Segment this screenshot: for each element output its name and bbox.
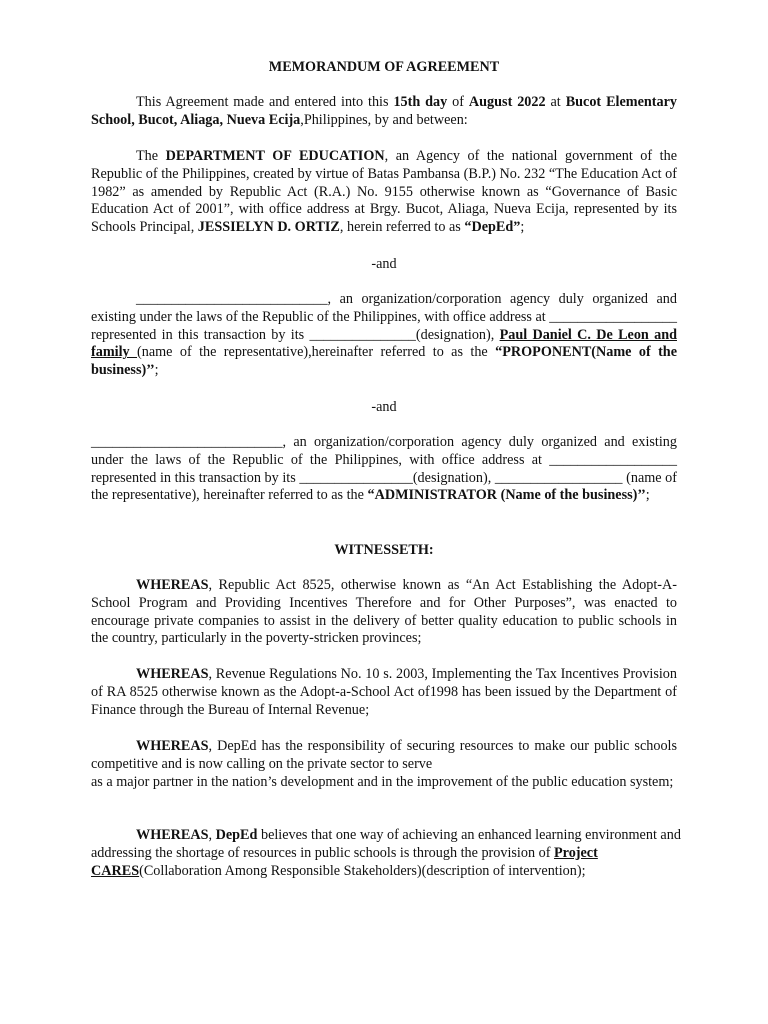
intro-text: at <box>545 94 566 110</box>
deped-text: The <box>136 148 166 164</box>
whereas-text: , DepEd has the responsibility of securing resources to make our public schools competitive and is now calling on the private sector to serve <box>91 738 677 772</box>
whereas-text: believes that one way of achieving an enhanced learning environment and addressing the shortage of resources in public schools is through the provision of <box>91 827 681 861</box>
and-separator: -and <box>371 256 397 272</box>
agreement-month-year: August 2022 <box>468 94 546 110</box>
whereas-clause-2 <box>91 666 677 719</box>
administrator-paragraph <box>91 434 677 505</box>
intro-text: ,Philippines, by and between: <box>300 111 468 128</box>
administrator-alias: “ADMINISTRATOR (Name of the business)’’ <box>367 487 646 504</box>
whereas-clause-3 <box>91 738 677 774</box>
proponent-representative: Paul Daniel C. De Leon and family <box>91 326 677 361</box>
deped-reference: DepEd <box>215 827 258 843</box>
intro-paragraph <box>91 94 677 130</box>
whereas-text: , <box>208 827 216 843</box>
whereas-keyword: WHEREAS <box>136 577 209 593</box>
deped-text: ; <box>520 219 525 236</box>
proponent-text: (name of the representative),hereinafter referred to as the <box>137 344 496 361</box>
whereas-clause-1 <box>91 577 677 648</box>
project-name: Project CARES <box>91 844 598 879</box>
whereas-text: , Revenue Regulations No. 10 s. 2003, Implementing the Tax Incentives Provision of RA 8525 otherwise known as the Adopt-a-School Act of1998 has been issued by the Department of Finance through the Bureau of Internal Revenue; <box>91 666 677 718</box>
department-name: DEPARTMENT OF EDUCATION <box>165 148 385 164</box>
proponent-alias: “PROPONENT(Name of the business)’’ <box>91 344 677 379</box>
agreement-day: 15th day <box>393 94 448 110</box>
intro-text: of <box>447 94 469 110</box>
whereas-keyword: WHEREAS <box>136 738 209 754</box>
deped-alias: “DepEd” <box>464 219 521 236</box>
principal-name: JESSIELYN D. ORTIZ <box>197 219 340 236</box>
and-separator: -and <box>371 399 397 415</box>
witnesseth-heading: WITNESSETH: <box>334 542 434 558</box>
administrator-text: ; <box>645 487 650 504</box>
deped-paragraph <box>91 148 677 237</box>
proponent-text: ___________________________, an organization/corporation agency duly organized and existing under the laws of the Republic of the Philippines, with office address at __________________ represented in this transaction by its _______________(designation), <box>91 291 677 343</box>
document-title: MEMORANDUM OF AGREEMENT <box>268 59 500 75</box>
whereas-text: , Republic Act 8525, otherwise known as “An Act Establishing the Adopt-A-School Program and Providing Incentives Therefore and for Other Purposes”, was enacted to encourage private companies to assist in the delivery of better quality education to public schools in the country, particularly in the poverty-stricken provinces; <box>91 577 677 647</box>
deped-text: , herein referred to as <box>339 219 465 236</box>
administrator-text: ___________________________, an organization/corporation agency duly organized and existing under the laws of the Republic of the Philippines, with office address at __________________ represented in this transaction by its ________________(designation), __________________ (name of the representative), hereinafter referred to as the <box>91 434 677 504</box>
whereas-clause-4 <box>91 827 681 880</box>
agreement-place: Bucot Elementary School, Bucot, Aliaga, Nueva Ecija <box>91 94 677 128</box>
whereas-keyword: WHEREAS <box>136 666 209 682</box>
whereas-text: (Collaboration Among Responsible Stakeholders)(description of intervention); <box>139 862 586 879</box>
proponent-paragraph <box>91 291 677 380</box>
proponent-text: ; <box>154 362 159 379</box>
intro-text: This Agreement made and entered into this <box>136 94 394 110</box>
whereas-keyword: WHEREAS <box>136 827 209 843</box>
deped-text: , an Agency of the national government of the Republic of the Philippines, created by virtue of Batas Pambansa (B.P.) No. 232 “The Education Act of 1982” as amended by Republic Act (R.A.) No. 9155 otherwise known as “Governance of Basic Education Act of 2001”, with office address at Brgy. Bucot, Aliaga, Nueva Ecija, represented by its Schools Principal, <box>91 148 677 236</box>
whereas-clause-3-continued: as a major partner in the nation’s development and in the improvement of the public education system; <box>91 774 674 790</box>
